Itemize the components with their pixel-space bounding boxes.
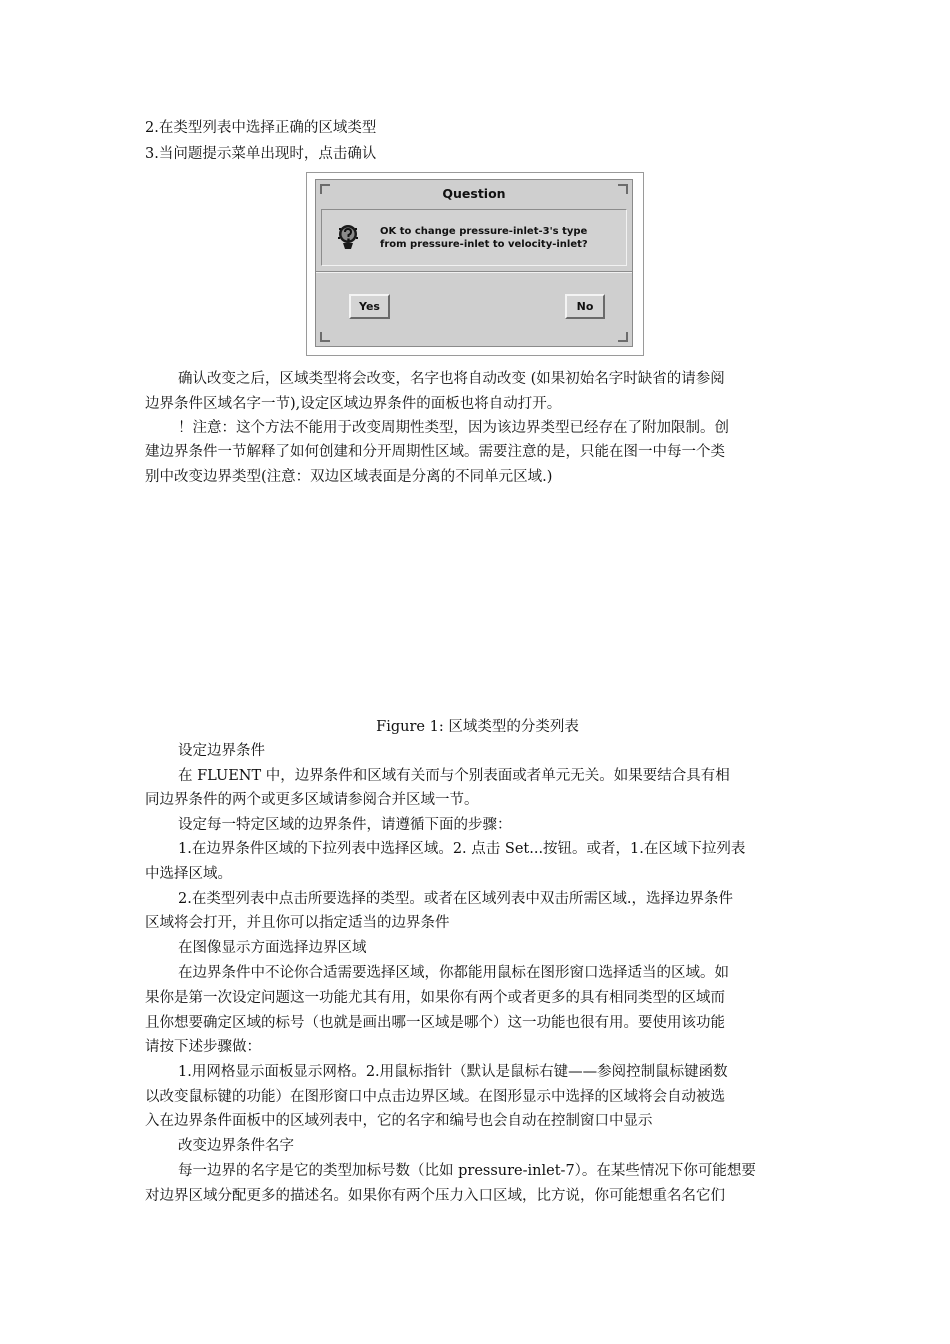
text-line: 对边界区域分配更多的描述名。如果你有两个压力入口区域，比方说，你可能想重名名它们 [145, 1188, 725, 1204]
figure-caption: Figure 1: 区域类型的分类列表 [376, 719, 579, 735]
text-line: 入在边界条件面板中的区域列表中，它的名字和编号也会自动在控制窗口中显示 [145, 1113, 653, 1129]
text-line: 每一边界的名字是它的类型加标号数（比如 pressure-inlet-7）。在某些情况下你可能想要 [178, 1163, 756, 1179]
text-line: 请按下述步骤做： [145, 1039, 261, 1055]
text-line: 同边界条件的两个或更多区域请参阅合并区域一节。 [145, 792, 479, 808]
section-heading: 在图像显示方面选择边界区域 [178, 940, 367, 956]
text-line: ！注意：这个方法不能用于改变周期性类型，因为该边界类型已经存在了附加限制。创 [178, 420, 729, 436]
text-line: 区域将会打开，并且你可以指定适当的边界条件 [145, 915, 450, 931]
question-icon [336, 223, 360, 251]
text-line: 且你想要确定区域的标号（也就是画出哪一区域是哪个）这一功能也很有用。要使用该功能 [145, 1015, 725, 1031]
text-line: 以改变鼠标键的功能）在图形窗口中点击边界区域。在图形显示中选择的区域将会自动被选 [145, 1089, 725, 1105]
section-heading: 改变边界条件名字 [178, 1138, 294, 1154]
text-line: 2.在类型列表中选择正确的区域类型 [145, 120, 377, 136]
text-line: 别中改变边界类型(注意：双边区域表面是分离的不同单元区域.) [145, 469, 553, 485]
dialog-separator [316, 271, 632, 273]
yes-button[interactable]: Yes [349, 294, 390, 319]
dialog-message-line: OK to change pressure-inlet-3's type [380, 226, 588, 237]
text-line: 1.用网格显示面板显示网格。2.用鼠标指针（默认是鼠标右键——参阅控制鼠标键函数 [178, 1064, 728, 1080]
section-heading: 设定边界条件 [178, 743, 265, 759]
text-line: 设定每一特定区域的边界条件，请遵循下面的步骤： [178, 817, 512, 833]
text-line: 中选择区域。 [145, 866, 232, 882]
text-line: 确认改变之后，区域类型将会改变，名字也将自动改变 (如果初始名字时缺省的请参阅 [178, 371, 725, 387]
window-corner [320, 332, 330, 342]
text-line: 1.在边界条件区域的下拉列表中选择区域。2. 点击 Set...按钮。或者，1.在区域下拉列表 [178, 841, 746, 857]
text-line: 在 FLUENT 中，边界条件和区域有关而与个别表面或者单元无关。如果要结合具有相 [178, 768, 730, 784]
dialog-message-line: from pressure-inlet to velocity-inlet? [380, 239, 588, 250]
text-line: 边界条件区域名字一节),设定区域边界条件的面板也将自动打开。 [145, 396, 562, 412]
dialog-message-panel [321, 209, 627, 266]
no-button[interactable]: No [565, 294, 605, 319]
window-corner [618, 332, 628, 342]
text-line: 3.当问题提示菜单出现时，点击确认 [145, 146, 377, 162]
dialog-title: Question [442, 186, 506, 201]
text-line: 2.在类型列表中点击所要选择的类型。或者在区域列表中双击所需区域.，选择边界条件 [178, 891, 733, 907]
dialog-message [380, 225, 588, 251]
text-line: 在边界条件中不论你合适需要选择区域，你都能用鼠标在图形窗口选择适当的区域。如 [178, 965, 729, 981]
text-line: 果你是第一次设定问题这一功能尤其有用，如果你有两个或者更多的具有相同类型的区域而 [145, 990, 725, 1006]
question-dialog [315, 179, 633, 347]
text-line: 建边界条件一节解释了如何创建和分开周期性区域。需要注意的是，只能在图一中每一个类 [145, 444, 725, 460]
dialog-screenshot [306, 172, 644, 356]
